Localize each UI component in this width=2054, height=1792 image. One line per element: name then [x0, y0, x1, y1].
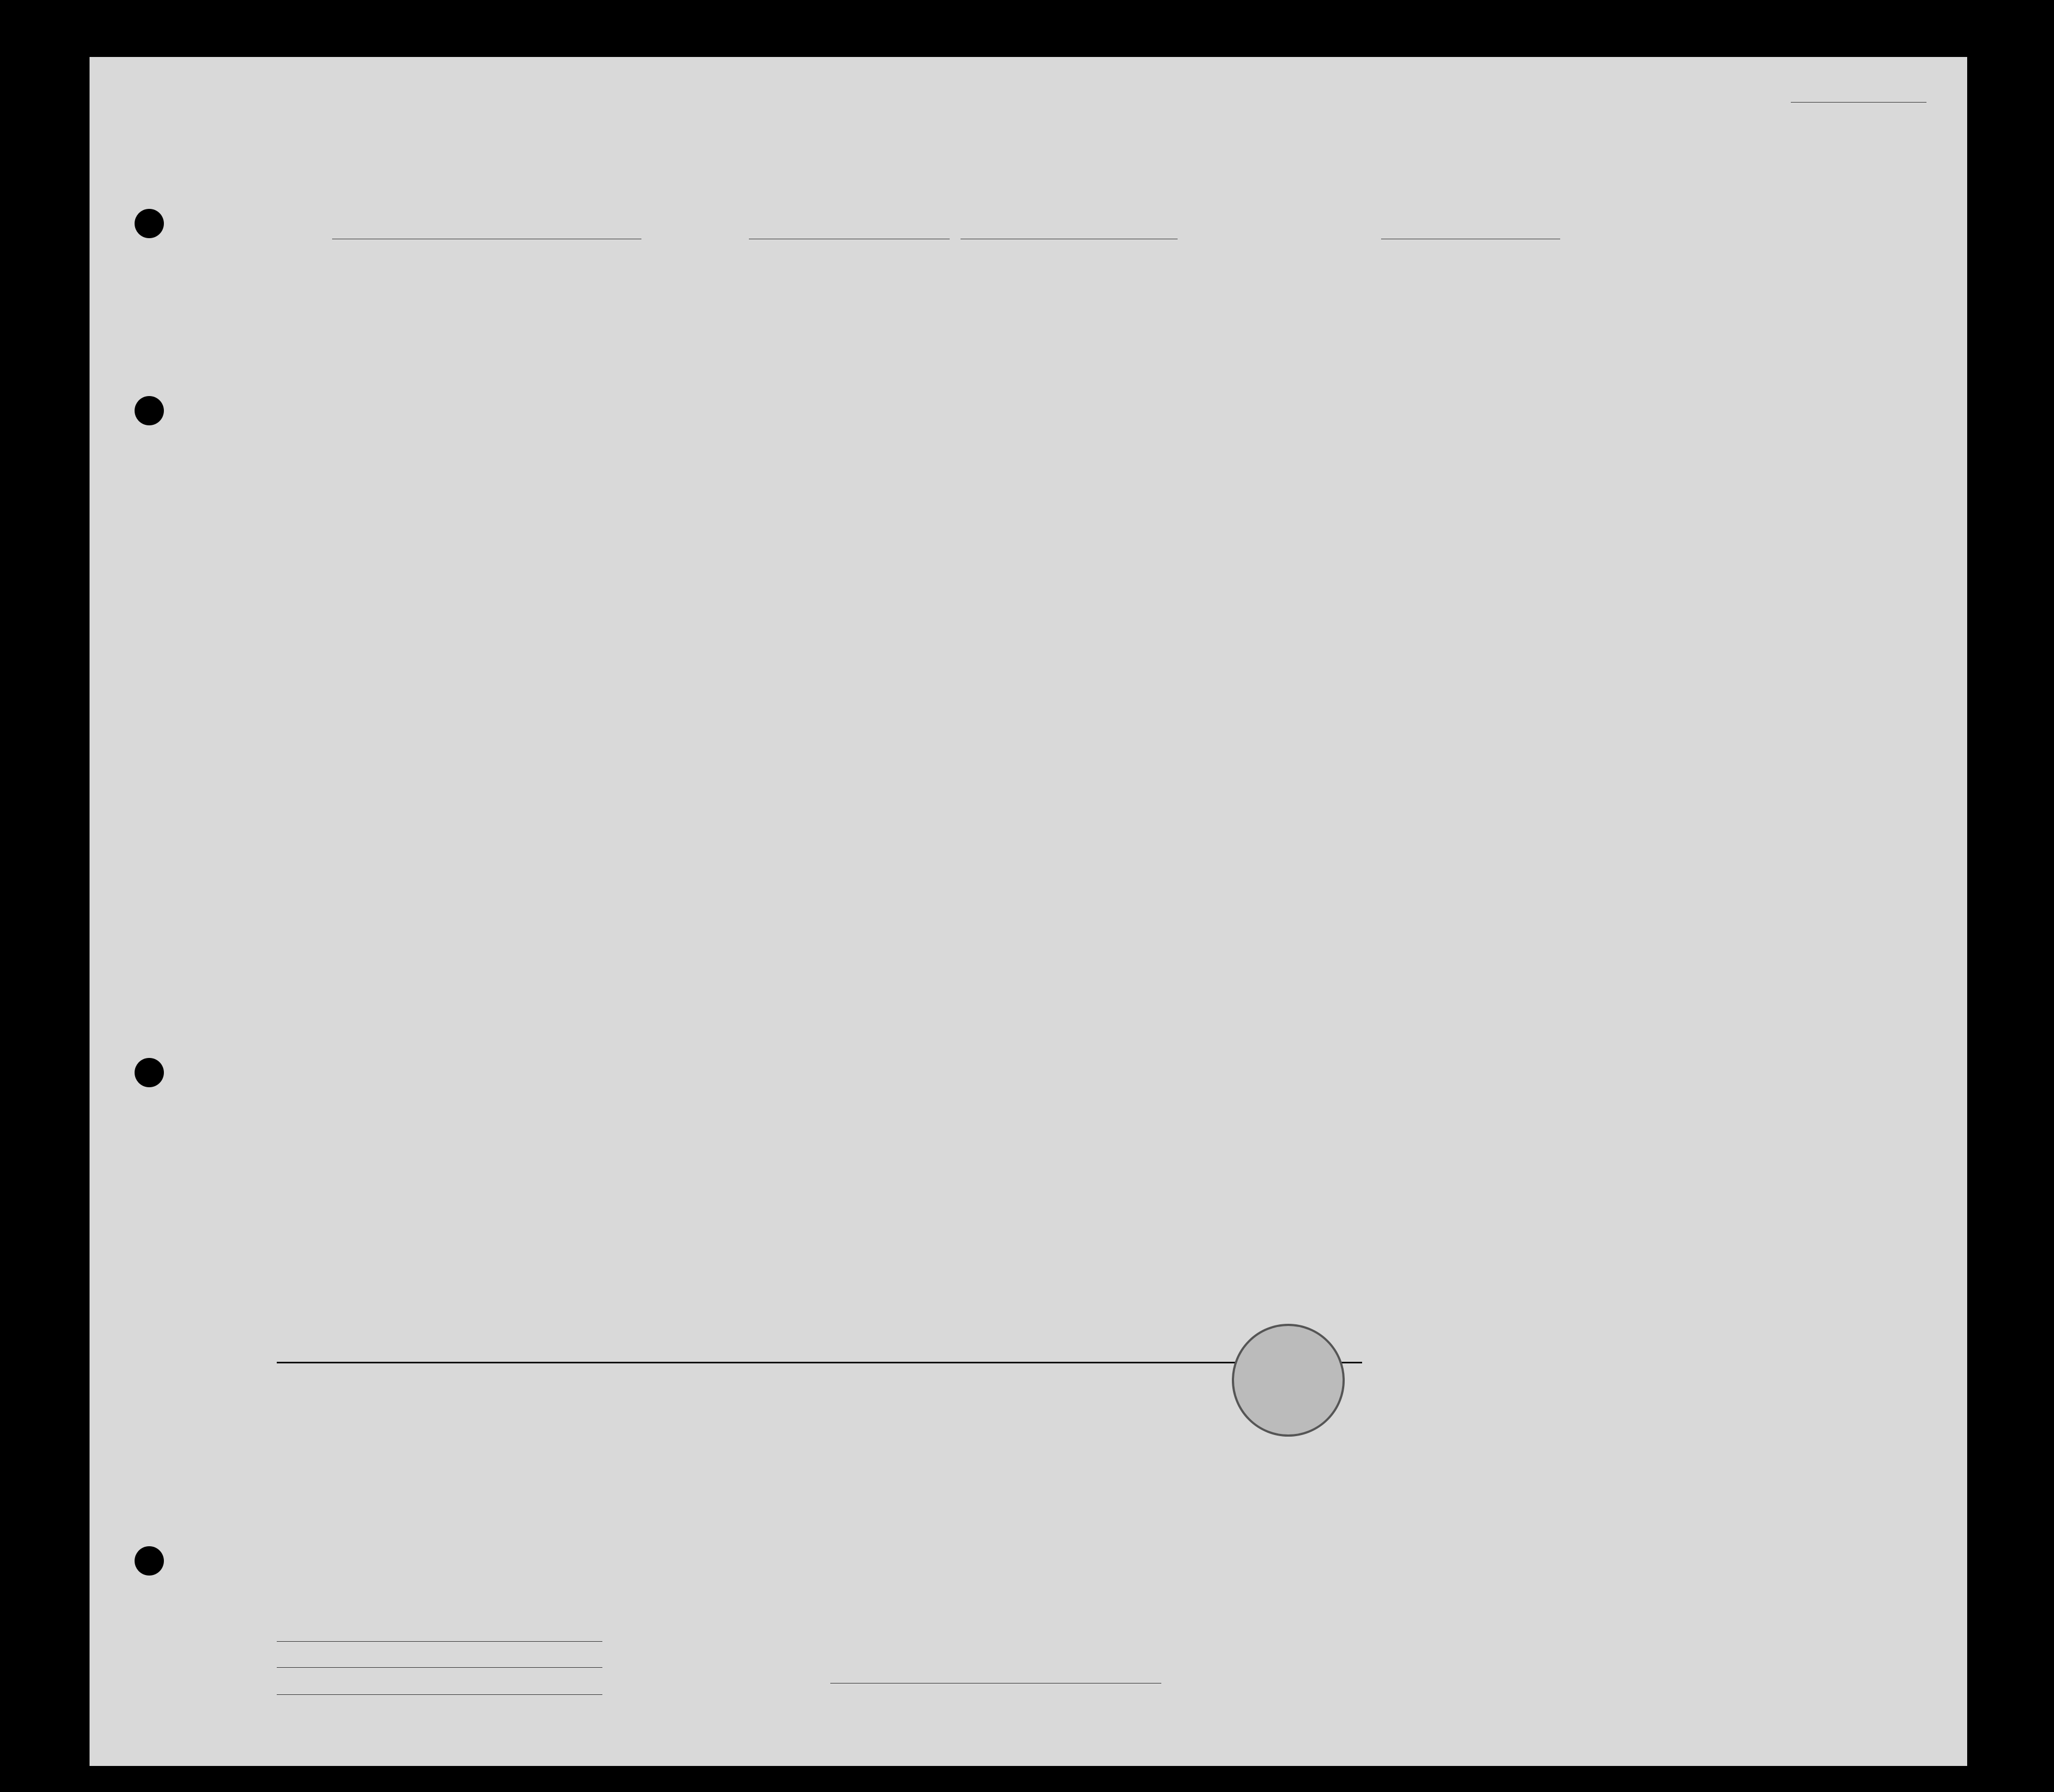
sheet-number-line — [1791, 102, 1926, 103]
consulate-stamp — [1232, 1324, 1345, 1437]
agents-underline — [277, 1694, 602, 1695]
row25-strikethrough — [277, 1362, 1362, 1363]
punch-hole — [135, 396, 164, 425]
owners-underline — [277, 1667, 602, 1668]
punch-hole — [135, 209, 164, 238]
punch-hole — [135, 1058, 164, 1087]
line-underline — [277, 1641, 602, 1642]
punch-hole — [135, 1546, 164, 1576]
manifest-sheet — [90, 57, 1967, 1766]
